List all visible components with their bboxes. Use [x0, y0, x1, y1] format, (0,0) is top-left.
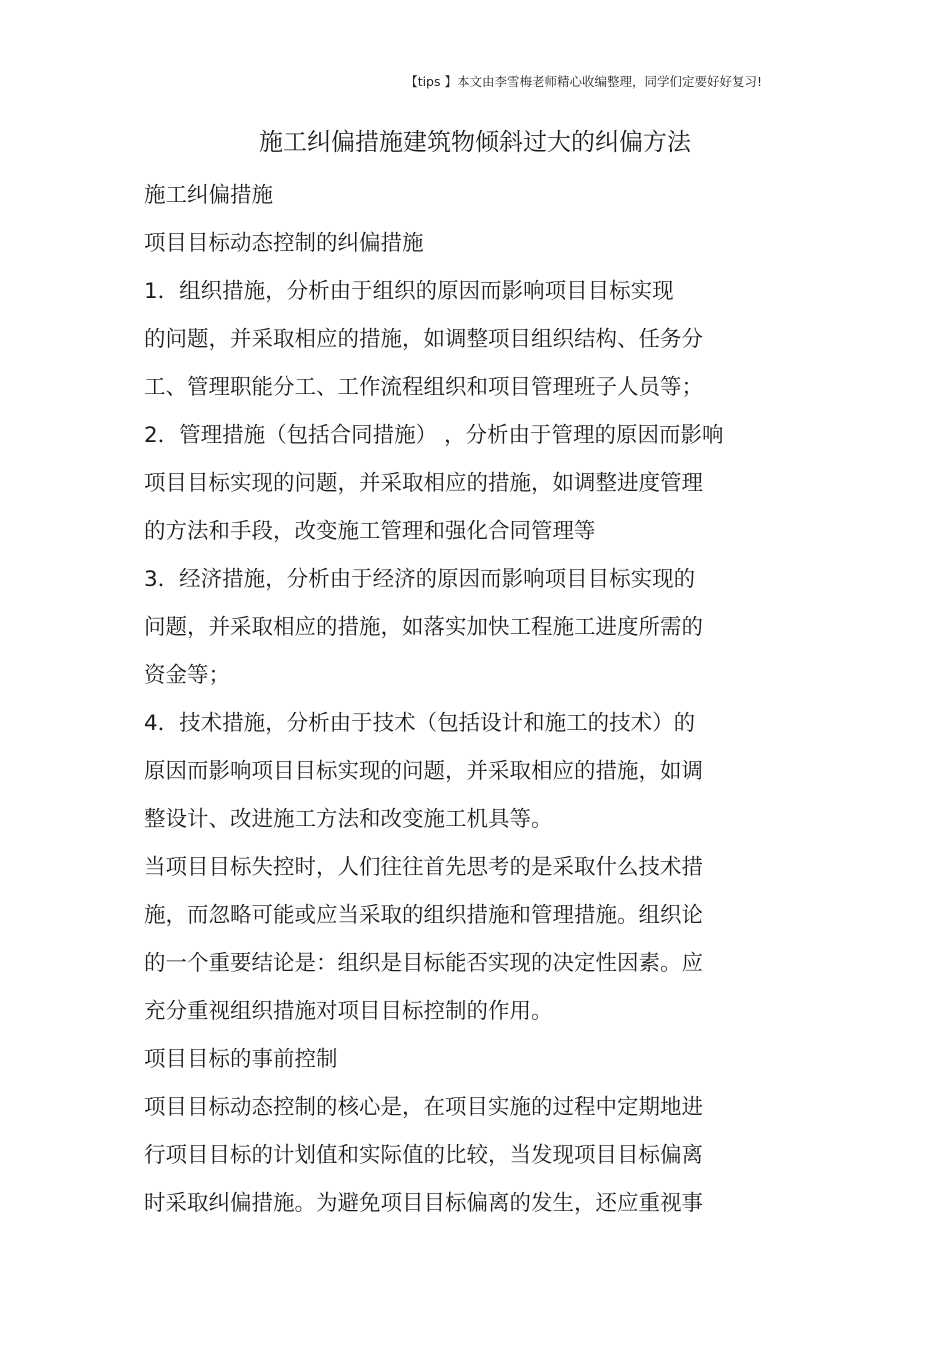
body-line: 2．管理措施（包括合同措施） ，分析由于管理的原因而影响 [144, 423, 724, 448]
body-line: 问题，并采取相应的措施，如落实加快工程施工进度所需的 [144, 615, 704, 640]
body-line: 的方法和手段，改变施工管理和强化合同管理等 [144, 519, 596, 544]
body-line: 项目目标动态控制的纠偏措施 [144, 231, 424, 256]
body-line: 施，而忽略可能或应当采取的组织措施和管理措施。组织论 [144, 903, 704, 928]
body-line: 4．技术措施，分析由于技术（包括设计和施工的技术）的 [144, 711, 696, 736]
body-line: 工、管理职能分工、工作流程组织和项目管理班子人员等； [144, 375, 704, 400]
document-title: 施工纠偏措施建筑物倾斜过大的纠偏方法 [259, 128, 691, 156]
body-line: 行项目目标的计划值和实际值的比较，当发现项目目标偏离 [144, 1143, 704, 1168]
body-line: 项目目标实现的问题，并采取相应的措施，如调整进度管理 [144, 471, 704, 496]
body-line: 的一个重要结论是：组织是目标能否实现的决定性因素。应 [144, 951, 704, 976]
body-line: 当项目目标失控时，人们往往首先思考的是采取什么技术措 [144, 855, 704, 880]
body-line: 资金等； [144, 663, 231, 688]
body-line: 1．组织措施，分析由于组织的原因而影响项目目标实现 [144, 279, 674, 304]
body-line: 项目目标动态控制的核心是，在项目实施的过程中定期地进 [144, 1095, 704, 1120]
body-line: 3．经济措施，分析由于经济的原因而影响项目目标实现的 [144, 567, 696, 592]
body-line: 整设计、改进施工方法和改变施工机具等。 [144, 807, 553, 832]
body-line: 时采取纠偏措施。为避免项目目标偏离的发生，还应重视事 [144, 1191, 704, 1216]
body-line: 施工纠偏措施 [144, 183, 274, 208]
body-line: 的问题，并采取相应的措施，如调整项目组织结构、任务分 [144, 327, 704, 352]
body-line: 充分重视组织措施对项目目标控制的作用。 [144, 999, 553, 1024]
body-line: 项目目标的事前控制 [144, 1047, 338, 1072]
tips-header: 【tips 】本文由李雪梅老师精心收编整理，同学们定要好好复习! [405, 74, 762, 89]
body-line: 原因而影响项目目标实现的问题，并采取相应的措施，如调 [144, 759, 704, 784]
